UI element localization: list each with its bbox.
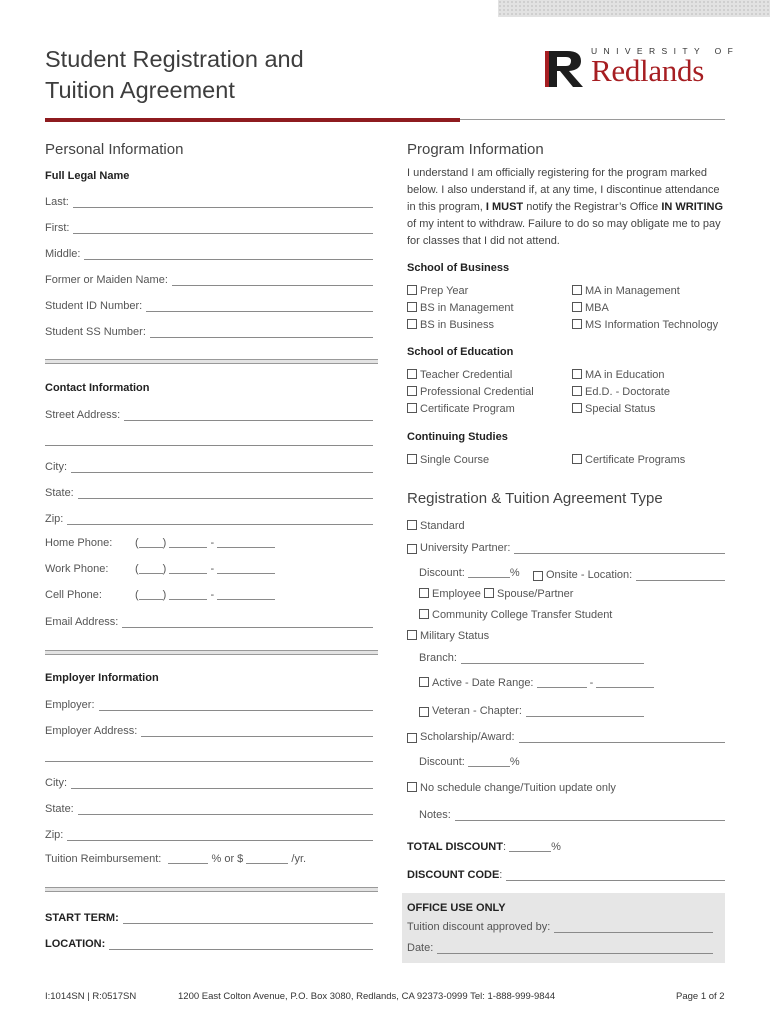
student-id-field[interactable]: Student ID Number: — [45, 298, 373, 312]
form-code: I:1014SN | R:0517SN — [45, 991, 137, 1002]
agreement-type-heading: Registration & Tuition Agreement Type — [407, 490, 663, 507]
section-divider — [45, 887, 378, 892]
veteran-chapter-field[interactable]: Veteran - Chapter: — [419, 703, 644, 717]
city-field[interactable]: City: — [45, 459, 373, 473]
checkbox-standard[interactable]: Standard — [407, 520, 465, 532]
program-statement: I understand I am officially registering for the program marked below. I also understand if, at any time, I discontinue attendance in this program, I MUST notify the Registrar’s Office IN WRITING of my intent to withdraw. Failure to do so may obligate me to pay for classes that I did not attend. — [407, 167, 724, 247]
location-field[interactable]: LOCATION: — [45, 936, 373, 950]
checkbox-edd[interactable]: Ed.D. - Doctorate — [572, 386, 670, 398]
checkbox-ms-it[interactable]: MS Information Technology — [572, 319, 718, 331]
page-title: Student Registration and Tuition Agreement — [45, 46, 304, 103]
onsite-location-field[interactable]: Onsite - Location: — [533, 567, 725, 581]
checkbox-professional-credential[interactable]: Professional Credential — [407, 386, 534, 398]
street-address-line-2[interactable] — [45, 444, 373, 446]
cell-phone-field[interactable]: ( ) - — [135, 589, 275, 601]
section-divider — [45, 650, 378, 655]
maiden-name-field[interactable]: Former or Maiden Name: — [45, 272, 373, 286]
checkbox-bs-management[interactable]: BS in Management — [407, 302, 514, 314]
scholarship-discount-field[interactable]: Discount: % — [419, 756, 520, 768]
university-partner-field[interactable]: University Partner: — [407, 540, 725, 554]
checkbox-bs-business[interactable]: BS in Business — [407, 319, 494, 331]
full-legal-name-label: Full Legal Name — [45, 170, 130, 182]
logo-monogram — [545, 49, 589, 89]
office-date-field[interactable]: Date: — [407, 940, 713, 954]
checkbox-employee[interactable]: Employee — [419, 588, 481, 600]
school-of-business-heading: School of Business — [407, 262, 510, 274]
checkbox-teacher-credential[interactable]: Teacher Credential — [407, 369, 512, 381]
title-rule — [45, 118, 460, 122]
office-use-heading: OFFICE USE ONLY — [407, 902, 506, 914]
checkbox-community-college[interactable]: Community College Transfer Student — [419, 609, 612, 621]
checkbox-single-course[interactable]: Single Course — [407, 454, 489, 466]
employer-state-field[interactable]: State: — [45, 801, 373, 815]
total-discount-field[interactable]: TOTAL DISCOUNT: % — [407, 841, 561, 853]
employer-address-field[interactable]: Employer Address: — [45, 723, 373, 737]
checkbox-ma-education[interactable]: MA in Education — [572, 369, 665, 381]
zip-field[interactable]: Zip: — [45, 511, 373, 525]
checkbox-special-status[interactable]: Special Status — [572, 403, 655, 415]
employer-address-line-2[interactable] — [45, 760, 373, 762]
student-ss-field[interactable]: Student SS Number: — [45, 324, 373, 338]
discount-code-field[interactable]: DISCOUNT CODE : — [407, 867, 725, 881]
branch-field[interactable]: Branch: — [419, 650, 644, 664]
home-phone-field[interactable]: ( ) - — [135, 537, 275, 549]
tuition-reimbursement-field[interactable]: Tuition Reimbursement: % or $ /yr. — [45, 853, 307, 865]
corner-pattern — [498, 0, 770, 17]
personal-info-heading: Personal Information — [45, 141, 184, 158]
employer-field[interactable]: Employer: — [45, 697, 373, 711]
work-phone-label: Work Phone: — [45, 563, 109, 575]
active-date-range-field[interactable]: Active - Date Range: - — [419, 677, 654, 689]
email-field[interactable]: Email Address: — [45, 614, 373, 628]
scholarship-award-field[interactable]: Scholarship/Award: — [407, 729, 725, 743]
checkbox-mba[interactable]: MBA — [572, 302, 609, 314]
title-rule-gray — [460, 119, 725, 120]
continuing-studies-heading: Continuing Studies — [407, 431, 508, 443]
employer-info-heading: Employer Information — [45, 672, 159, 684]
employer-zip-field[interactable]: Zip: — [45, 827, 373, 841]
checkbox-no-schedule-change[interactable]: No schedule change/Tuition update only — [407, 782, 616, 794]
approved-by-field[interactable]: Tuition discount approved by: — [407, 919, 713, 933]
checkbox-spouse-partner[interactable]: Spouse/Partner — [484, 588, 573, 600]
middle-name-field[interactable]: Middle: — [45, 246, 373, 260]
start-term-field[interactable]: START TERM: — [45, 910, 373, 924]
cell-phone-label: Cell Phone: — [45, 589, 102, 601]
street-address-field[interactable]: Street Address: — [45, 407, 373, 421]
page-number: Page 1 of 2 — [676, 991, 725, 1002]
checkbox-certificate-programs[interactable]: Certificate Programs — [572, 454, 685, 466]
state-field[interactable]: State: — [45, 485, 373, 499]
section-divider — [45, 359, 378, 364]
notes-field[interactable]: Notes: — [419, 807, 725, 821]
last-name-field[interactable]: Last: — [45, 194, 373, 208]
checkbox-prep-year[interactable]: Prep Year — [407, 285, 468, 297]
checkbox-certificate-program[interactable]: Certificate Program — [407, 403, 515, 415]
work-phone-field[interactable]: ( ) - — [135, 563, 275, 575]
home-phone-label: Home Phone: — [45, 537, 113, 549]
program-info-heading: Program Information — [407, 141, 544, 158]
first-name-field[interactable]: First: — [45, 220, 373, 234]
partner-discount-field[interactable]: Discount: % — [419, 567, 520, 579]
checkbox-military-status[interactable]: Military Status — [407, 630, 489, 642]
school-of-education-heading: School of Education — [407, 346, 514, 358]
university-logo: UNIVERSITY OF Redlands — [545, 46, 725, 90]
employer-city-field[interactable]: City: — [45, 775, 373, 789]
checkbox-ma-management[interactable]: MA in Management — [572, 285, 680, 297]
footer-address: 1200 East Colton Avenue, P.O. Box 3080, Redlands, CA 92373-0999 Tel: 1-888-999-9844 — [178, 991, 556, 1002]
contact-info-heading: Contact Information — [45, 382, 150, 394]
